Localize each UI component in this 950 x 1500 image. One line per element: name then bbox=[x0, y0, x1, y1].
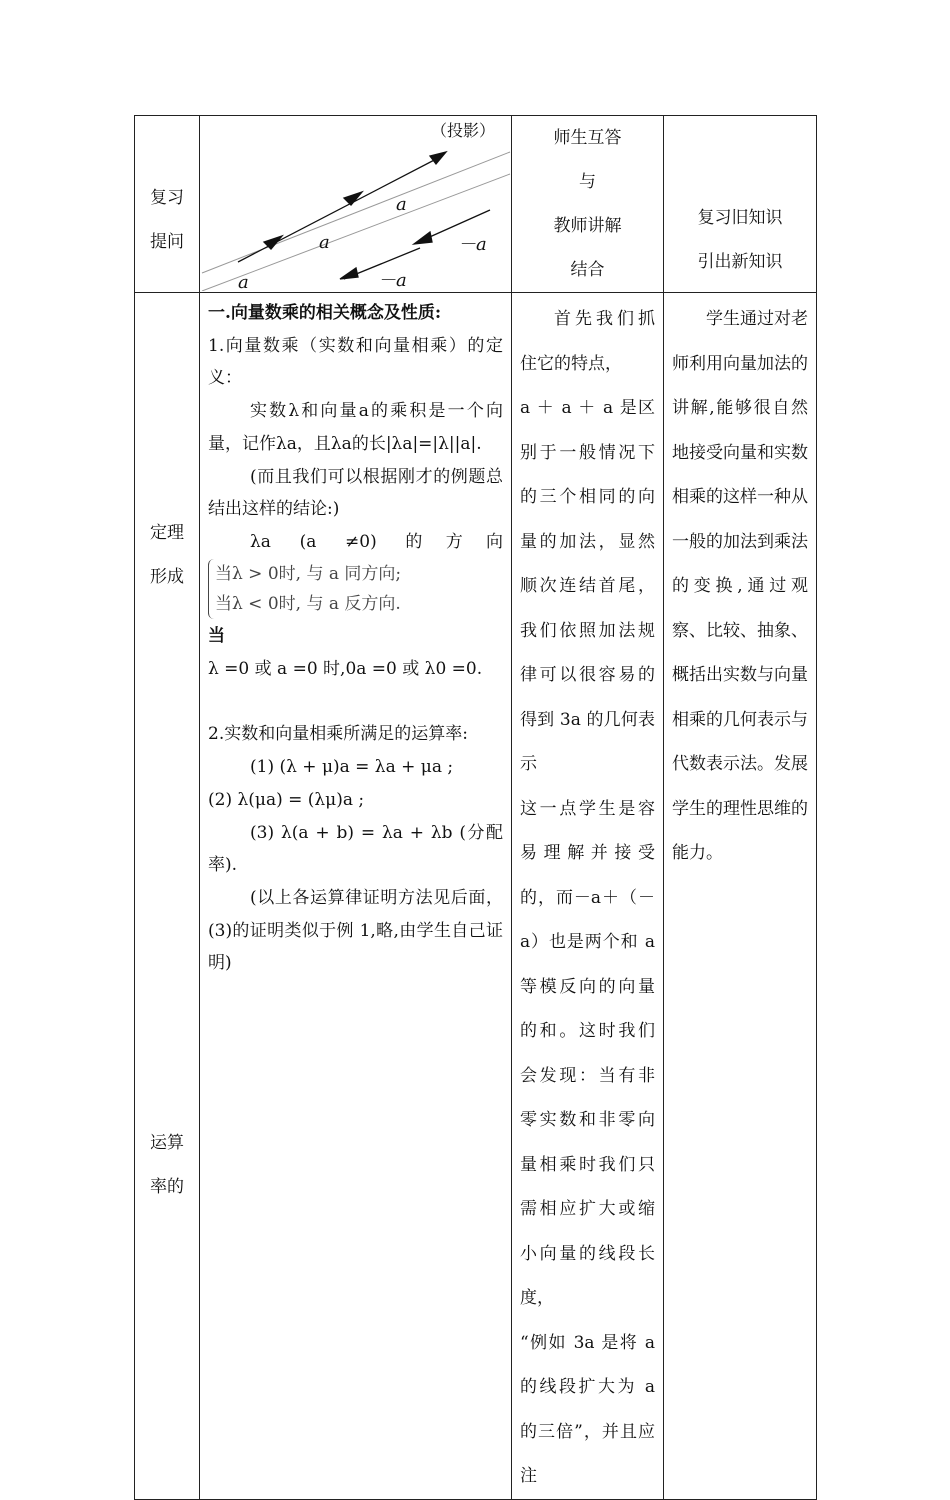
direction-cases bbox=[208, 559, 401, 619]
projection-cell bbox=[200, 116, 512, 293]
zero-case: λ =0 或 a =0 时,0a =0 或 λ0 =0. bbox=[208, 659, 483, 680]
law-2: (2) λ(μa) = (λμ)a ; bbox=[208, 789, 365, 810]
table-row-review bbox=[135, 116, 817, 293]
section-heading: 一.向量数乘的相关概念及性质: bbox=[208, 303, 442, 323]
law-label-line2: 率的 bbox=[150, 1177, 184, 1197]
table-row-theorem bbox=[135, 293, 817, 1500]
vector-label-neg-a: －a bbox=[378, 270, 407, 291]
law-3: (3) λ(a + b) = λa + λb (分配率). bbox=[208, 822, 503, 876]
example-note: (而且我们可以根据刚才的例题总结出这样的结论:) bbox=[208, 466, 503, 520]
laws-title: 2.实数和向量相乘所满足的运算率: bbox=[208, 724, 468, 745]
teacher-text-2: a ＋ a ＋ a 是区别于一般情况下的三个相同的向量的加法，显然顺次连结首尾，我们依照加法规律可以很容易的得到 3a 的几何表示 bbox=[520, 398, 655, 774]
case-negative: 当λ < 0时, 与 a 反方向. bbox=[215, 593, 401, 614]
review-purpose-cell bbox=[664, 116, 817, 293]
purpose-line: 引出新知识 bbox=[697, 252, 783, 272]
vector-diagram bbox=[200, 116, 511, 291]
method-line: 与 bbox=[579, 172, 596, 192]
theorem-label-line2: 形成 bbox=[150, 567, 184, 587]
review-label-line1: 复习 bbox=[150, 188, 184, 208]
vector-label-a: a bbox=[396, 194, 407, 215]
method-line: 教师讲解 bbox=[553, 216, 622, 236]
vector-label-a: a bbox=[238, 272, 249, 293]
case-positive: 当λ > 0时, 与 a 同方向; bbox=[215, 563, 402, 584]
method-line: 师生互答 bbox=[553, 128, 622, 148]
review-label-line2: 提问 bbox=[150, 232, 184, 252]
direction-text: λa (a ≠0) 的方向 bbox=[250, 531, 503, 552]
arrowhead-icon bbox=[414, 232, 432, 244]
teacher-text-1: 首先我们抓住它的特点， bbox=[520, 309, 655, 374]
content-cell bbox=[200, 293, 512, 1500]
teacher-text-3: 这一点学生是容易理解并接受的，而－a＋（－a）也是两个和 a 等模反向的向量的和。这时我们会发现：当有非零实数和非零向量相乘时我们只需相应扩大或缩小向量的线段长度， bbox=[520, 798, 655, 1308]
purpose-line: 复习旧知识 bbox=[697, 208, 783, 228]
theorem-label-cell bbox=[135, 293, 200, 1500]
definition-title: 1.向量数乘（实数和向量相乘）的定义： bbox=[208, 335, 503, 389]
method-line: 结合 bbox=[570, 260, 605, 280]
when-text: 当 bbox=[208, 626, 225, 647]
teacher-cell bbox=[512, 293, 664, 1500]
projection-label: （投影） bbox=[430, 121, 495, 140]
review-label-cell bbox=[135, 116, 200, 293]
review-method-cell bbox=[512, 116, 664, 293]
student-text: 学生通过对老师利用向量加法的讲解,能够很自然地接受向量和实数相乘的这样一种从一般的加法到乘法的变换,通过观察、比较、抽象、概括出实数与向量相乘的几何表示与代数表示法。发展学生的理性思维的能力。 bbox=[672, 309, 808, 863]
arrowhead-icon bbox=[430, 152, 446, 164]
teacher-text-4: “例如 3a 是将 a 的线段扩大为 a 的三倍”，并且应注 bbox=[520, 1332, 655, 1486]
student-cell bbox=[664, 293, 817, 1500]
vector-label-neg-a: －a bbox=[458, 234, 487, 255]
proof-note: (以上各运算律证明方法见后面，(3)的证明类似于例 1,略,由学生自己证明) bbox=[208, 887, 503, 974]
vector-label-a: a bbox=[319, 232, 330, 253]
law-label-line1: 运算 bbox=[150, 1133, 184, 1153]
lesson-table bbox=[134, 115, 817, 1500]
definition-text: 实数λ和向量a的乘积是一个向量，记作λa，且λa的长|λa|=|λ||a|. bbox=[208, 401, 503, 454]
theorem-label-line1: 定理 bbox=[150, 523, 184, 543]
law-1: (1) (λ + μ)a = λa + μa ; bbox=[250, 757, 454, 778]
